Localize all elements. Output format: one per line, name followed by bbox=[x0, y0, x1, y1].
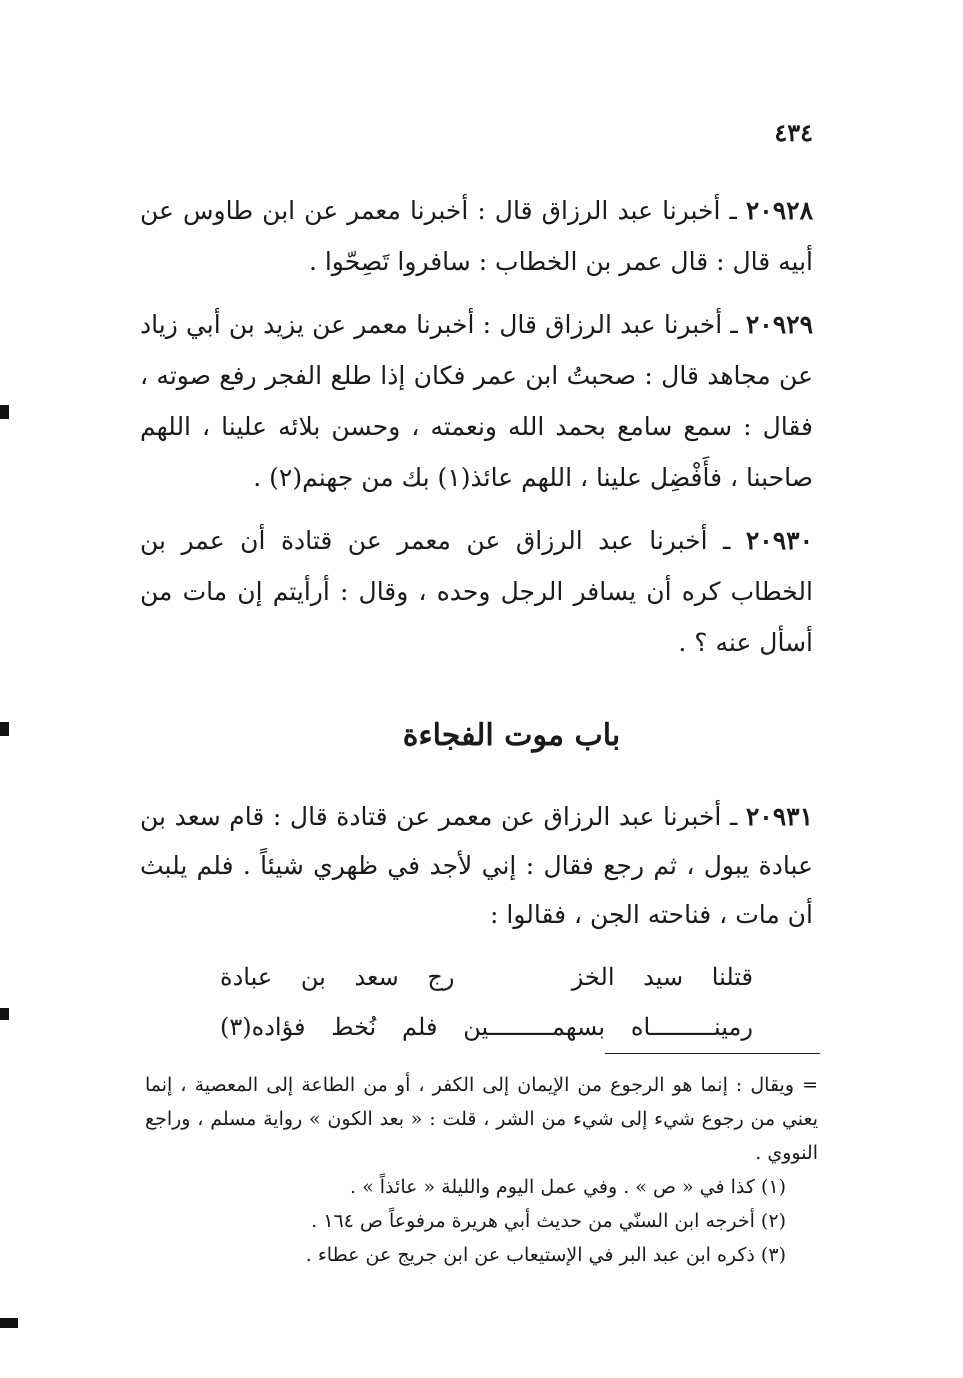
hadith-20929: ٢٠٩٢٩ ـ أخبرنا عبد الرزاق قال : أخبرنا معمر عن يزيد بن أبي زياد عن مجاهد قال : صحبتُ ابن عمر فكان إذا طلع الفجر رفع صوته ، فقال : سمع سامع بحمد الله ونعمته ، وحسن بلائه علينا ، اللهم صاحبنا ، فأَفْضِل علينا ، اللهم عائذ(١) بك من جهنم(٢) . bbox=[140, 310, 814, 492]
hadith-block-bottom bbox=[140, 792, 813, 951]
poetry-word: فلم bbox=[402, 1013, 438, 1041]
footnote-1: (١) كذا في « ص » . وفي عمل اليوم والليلة « عائذاً » . bbox=[350, 1176, 786, 1198]
poetry-word: عبادة bbox=[220, 963, 273, 991]
poetry-word: سعد bbox=[354, 963, 399, 991]
footnote-divider bbox=[605, 1053, 820, 1054]
margin-scan-mark bbox=[0, 1008, 9, 1020]
poetry-word: بن bbox=[300, 963, 326, 991]
footnote-2: (٢) أخرجه ابن السنّي من حديث أبي هريرة مرفوعاً ص ١٦٤ . bbox=[311, 1210, 786, 1232]
poetry-word: نُخط bbox=[331, 1013, 377, 1041]
poetry-word: قتلنا bbox=[711, 963, 753, 991]
hadith-20931: ٢٠٩٣١ ـ أخبرنا عبد الرزاق عن معمر عن قتادة قال : قام سعد بن عبادة يبول ، ثم رجع فقال : إني لأجد في ظهري شيئاً . فلم يلبث أن مات ، فناحته الجن ، فقالوا : bbox=[140, 802, 814, 929]
hadith-number: ٢٠٩٣١ bbox=[745, 802, 814, 831]
poetry-word: فؤاده(٣) bbox=[220, 1013, 306, 1041]
hadith-text: أخبرنا عبد الرزاق عن معمر عن قتادة أن عمر بن الخطاب كره أن يسافر الرجل وحده ، وقال : أرأيتم إن مات من أسأل عنه ؟ . bbox=[140, 526, 813, 657]
hadith-20930: ٢٠٩٣٠ ـ أخبرنا عبد الرزاق عن معمر عن قتادة أن عمر بن الخطاب كره أن يسافر الرجل وحده ، وقال : أرأيتم إن مات من أسأل عنه ؟ . bbox=[140, 526, 814, 657]
poetry-block bbox=[220, 952, 753, 1052]
page-number: ٤٣٤ bbox=[774, 118, 813, 147]
poetry-word: رج bbox=[427, 963, 455, 991]
section-heading: باب موت الفجاءة bbox=[402, 718, 621, 753]
hadith-block-top bbox=[140, 185, 813, 680]
margin-scan-mark bbox=[0, 405, 9, 419]
hadith-number: ٢٠٩٢٩ bbox=[745, 310, 814, 339]
hadith-text: أخبرنا عبد الرزاق قال : أخبرنا معمر عن يزيد بن أبي زياد عن مجاهد قال : صحبتُ ابن عمر فكان إذا طلع الفجر رفع صوته ، فقال : سمع سامع بحمد الله ونعمته ، وحسن بلائه علينا ، اللهم صاحبنا ، فأَفْضِل علينا ، اللهم عائذ(١) بك من جهنم(٢) . bbox=[140, 310, 813, 492]
footnotes bbox=[145, 1068, 818, 1272]
poetry-verse-2 bbox=[220, 1002, 753, 1052]
poetry-word: سيد bbox=[643, 963, 684, 991]
hadith-text: أخبرنا عبد الرزاق قال : أخبرنا معمر عن ابن طاوس عن أبيه قال : قال عمر بن الخطاب : سافروا تَصِحّوا . bbox=[140, 196, 813, 276]
poetry-verse-1 bbox=[220, 952, 753, 1002]
poetry-word: الخز bbox=[571, 963, 615, 991]
hadith-number: ٢٠٩٢٨ bbox=[745, 196, 813, 225]
poetry-word: بسهمـــــــــين bbox=[463, 1013, 606, 1041]
footnote-3: (٣) ذكره ابن عبد البر في الإستيعاب عن ابن جريج عن عطاء . bbox=[305, 1244, 786, 1266]
footnote-continuation: = ويقال : إنما هو الرجوع من الإيمان إلى الكفر ، أو من الطاعة إلى المعصية ، إنما يعني من رجوع شيء إلى شيء من الشر ، قلت : « بعد الكون » رواية مسلم ، وراجع النووي . bbox=[145, 1074, 818, 1164]
margin-scan-mark bbox=[0, 1318, 18, 1328]
hadith-number: ٢٠٩٣٠ bbox=[745, 526, 814, 555]
hadith-text: أخبرنا عبد الرزاق عن معمر عن قتادة قال : قام سعد بن عبادة يبول ، ثم رجع فقال : إني لأجد في ظهري شيئاً . فلم يلبث أن مات ، فناحته الجن ، فقالوا : bbox=[140, 802, 813, 929]
poetry-word: رمينـــــــــاه bbox=[630, 1013, 753, 1041]
hadith-20928: ٢٠٩٢٨ ـ أخبرنا عبد الرزاق قال : أخبرنا معمر عن ابن طاوس عن أبيه قال : قال عمر بن الخطاب : سافروا تَصِحّوا . bbox=[140, 196, 813, 276]
